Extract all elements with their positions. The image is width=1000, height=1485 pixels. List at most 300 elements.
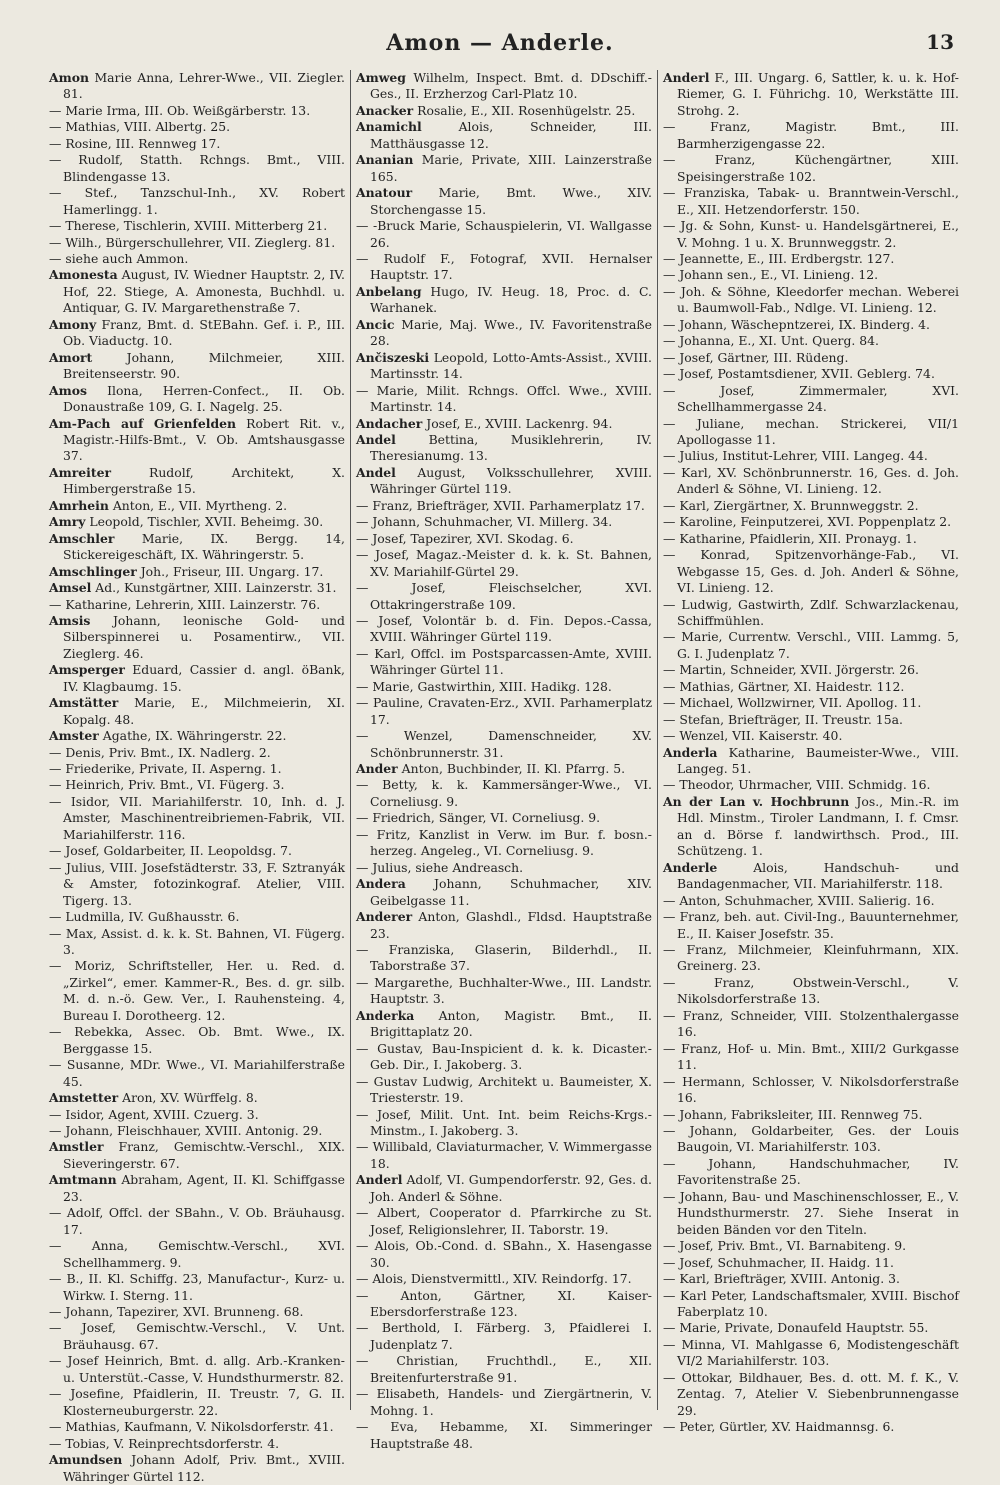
- directory-entry: [663, 1041, 959, 1074]
- entry-surname: Ancic: [356, 316, 395, 332]
- entry-text: — Christian, Fruchthdl., E., XII. Breitenfurterstraße 91.: [356, 1353, 652, 1385]
- directory-entry: [356, 1205, 652, 1238]
- entry-surname: Anderla: [663, 744, 718, 760]
- directory-entry: [49, 1320, 345, 1353]
- directory-entry: [663, 777, 959, 793]
- entry-text: Franz, Gemischtw.-Verschl., XIX. Sieveringerstr. 67.: [63, 1139, 345, 1171]
- directory-entry: [356, 1008, 652, 1041]
- entry-text: Rudolf, Architekt, X. Himbergerstraße 15.: [63, 464, 345, 497]
- entry-text: — Johann, Fleischhauer, XVIII. Antonig. 29.: [49, 1123, 323, 1138]
- directory-entry: [356, 531, 652, 547]
- entry-text: Ad., Kunstgärtner, XIII. Lainzerstr. 31.: [95, 580, 337, 596]
- directory-entry: [356, 876, 652, 909]
- entry-text: — Eva, Hebamme, XI. Simmeringer Hauptstraße 48.: [356, 1419, 652, 1451]
- entry-surname: Amstetter: [49, 1090, 119, 1106]
- directory-entry: [663, 366, 959, 382]
- directory-entry: [663, 893, 959, 909]
- directory-entry: [663, 465, 959, 498]
- directory-entry: [663, 975, 959, 1008]
- directory-entry: [49, 350, 345, 383]
- directory-entry: [663, 1123, 959, 1156]
- entry-text: — Anton, Gärtner, XI. Kaiser-Ebersdorferstraße 123.: [356, 1287, 652, 1319]
- entry-text: — Johann, Handschuhmacher, IV. Favoritenstraße 25.: [663, 1155, 959, 1188]
- directory-entry: [49, 1107, 345, 1123]
- entry-surname: Amort: [49, 349, 93, 365]
- directory-entry: [663, 629, 959, 662]
- directory-entry: [49, 958, 345, 1024]
- directory-entry: [356, 547, 652, 580]
- entry-text: Johann, Schuhmacher, XIV. Geibelgasse 11.: [370, 876, 652, 908]
- entry-surname: Amry: [49, 514, 86, 530]
- entry-surname: Amrhein: [49, 497, 109, 513]
- directory-entry: [663, 1271, 959, 1287]
- directory-entry: [49, 514, 345, 530]
- entry-text: — Adolf, Offcl. der SBahn., V. Ob. Bräuhausg. 17.: [49, 1205, 345, 1237]
- entry-text: Marie, IX. Bergg. 14, Stickereigeschäft, IX. Währingerstr. 5.: [63, 530, 345, 563]
- entry-text: Aron, XV. Würffelg. 8.: [122, 1090, 258, 1106]
- entry-text: — Susanne, MDr. Wwe., VI. Mariahilferstraße 45.: [49, 1057, 345, 1089]
- directory-entry: [356, 1238, 652, 1271]
- entry-text: — Franz, Hof- u. Min. Bmt., XIII/2 Gurkgasse 11.: [663, 1040, 959, 1073]
- entry-text: Anton, E., VII. Myrtheng. 2.: [112, 497, 288, 513]
- entry-text: August, IV. Wiedner Hauptstr. 2, IV. Hof, 22. Stiege, A. Amonesta, Buchhdl. u. Antiquar, G. IV. Margarethenstraße 7.: [63, 267, 345, 316]
- directory-entry: [663, 794, 959, 860]
- directory-entry: [49, 103, 345, 119]
- directory-entry: [663, 695, 959, 711]
- directory-entry: [356, 70, 652, 103]
- entry-text: — Josef, Magaz.-Meister d. k. k. St. Bahnen, XV. Mariahilf-Gürtel 29.: [356, 547, 652, 579]
- entry-text: — Karl, Briefträger, XVIII. Antonig. 3.: [663, 1271, 900, 1287]
- directory-entry: [49, 1353, 345, 1386]
- entry-surname: Amundsen: [49, 1452, 123, 1468]
- entry-text: Eduard, Cassier d. angl. öBank, IV. Klagbaumg. 15.: [63, 662, 345, 694]
- entry-text: — Karl, Offcl. im Postsparcassen-Amte, XVIII. Währinger Gürtel 11.: [356, 645, 652, 678]
- entry-text: August, Volksschullehrer, XVIII. Währinger Gürtel 119.: [370, 464, 652, 497]
- directory-entry: [356, 432, 652, 465]
- directory-entry: [49, 695, 345, 728]
- directory-entry: [49, 531, 345, 564]
- directory-entry: [356, 416, 652, 432]
- entry-surname: Andel: [356, 431, 396, 447]
- directory-entry: [356, 152, 652, 185]
- directory-entry: [663, 70, 959, 119]
- entry-text: — Marie, Milit. Rchngs. Offcl. Wwe., XVIII. Martinstr. 14.: [356, 382, 652, 415]
- directory-entry: [356, 942, 652, 975]
- directory-entry: [663, 152, 959, 185]
- directory-entry: [356, 695, 652, 728]
- entry-text: — Minna, VI. Mahlgasse 6, Modistengeschäft VI/2 Mariahilferstr. 103.: [663, 1336, 959, 1369]
- directory-entry: [49, 662, 345, 695]
- entry-surname: Amschlinger: [49, 563, 137, 579]
- entry-text: — Katharine, Pfaidlerin, XII. Pronayg. 1.: [663, 530, 917, 546]
- directory-entry: [49, 1057, 345, 1090]
- entry-text: — Wilh., Bürgerschullehrer, VII. Zieglerg. 81.: [49, 234, 336, 250]
- directory-entry: [663, 119, 959, 152]
- directory-entry: [49, 794, 345, 843]
- entry-text: — Jg. & Sohn, Kunst- u. Handelsgärtnerei, E., V. Mohng. 1 u. X. Brunnweggstr. 2.: [663, 218, 959, 250]
- directory-entry: [356, 1107, 652, 1140]
- directory-entry: [663, 728, 959, 744]
- directory-entry: [356, 103, 652, 119]
- entry-text: — Johann, Tapezirer, XVI. Brunneng. 68.: [49, 1303, 304, 1319]
- directory-entry: [49, 185, 345, 218]
- entry-text: — Josef, Gemischtw.-Verschl., V. Unt. Bräuhausg. 67.: [49, 1320, 345, 1352]
- entry-text: — Anton, Schuhmacher, XVIII. Salierig. 16.: [663, 892, 935, 908]
- entry-text: — Gustav, Bau-Inspicient d. k. k. Dicaster.-Geb. Dir., I. Jakoberg. 3.: [356, 1040, 652, 1073]
- directory-entry: [663, 267, 959, 283]
- page-header: [0, 30, 1000, 64]
- directory-entry: [356, 1320, 652, 1353]
- entry-surname: Amsperger: [49, 662, 125, 678]
- directory-entry: [663, 218, 959, 251]
- entry-surname: Anderl: [663, 70, 710, 85]
- entry-text: Rosalie, E., XII. Rosenhügelstr. 25.: [417, 102, 636, 118]
- entry-text: — Rudolf F., Fotograf, XVII. Hernalser Hauptstr. 17.: [356, 250, 652, 283]
- directory-entry: [663, 333, 959, 349]
- entry-text: — Albert, Cooperator d. Pfarrkirche zu St. Josef, Religionslehrer, II. Taborstr. 19.: [356, 1205, 652, 1237]
- directory-entry: [663, 1288, 959, 1321]
- entry-text: — Josef Heinrich, Bmt. d. allg. Arb.-Kranken- u. Unterstüt.-Casse, V. Hundsthurmerstr. 82.: [49, 1353, 345, 1385]
- entry-text: Alois, Schneider, III. Matthäusgasse 12.: [370, 119, 652, 151]
- directory-entry: [49, 860, 345, 909]
- directory-entry: [356, 498, 652, 514]
- directory-columns: [44, 70, 964, 1484]
- directory-entry: [49, 317, 345, 350]
- entry-text: — -Bruck Marie, Schauspielerin, VI. Wallgasse 26.: [356, 218, 652, 250]
- entry-text: — Juliane, mechan. Strickerei, VII/1 Apollogasse 11.: [663, 415, 959, 447]
- entry-text: — Alois, Dienstvermittl., XIV. Reindorfg. 17.: [356, 1271, 632, 1287]
- directory-entry: [663, 1370, 959, 1419]
- entry-text: — Karl, Ziergärtner, X. Brunnweggstr. 2.: [663, 497, 919, 513]
- entry-text: — Alois, Ob.-Cond. d. SBahn., X. Hasengasse 30.: [356, 1238, 652, 1270]
- entry-text: Johann Adolf, Priv. Bmt., XVIII. Währinger Gürtel 112.: [63, 1452, 345, 1484]
- entry-text: — Stef., Tanzschul-Inh., XV. Robert Hamerlingg. 1.: [49, 185, 345, 217]
- directory-entry: [663, 909, 959, 942]
- entry-text: — Josef, Fleischselcher, XVI. Ottakringerstraße 109.: [356, 580, 652, 612]
- entry-surname: Amstätter: [49, 695, 119, 711]
- directory-entry: [49, 119, 345, 135]
- entry-surname: Ananian: [356, 152, 414, 168]
- entry-surname: Andel: [356, 464, 396, 480]
- entry-text: — Marie, Gastwirthin, XIII. Hadikg. 128.: [356, 678, 612, 694]
- entry-text: — Josef, Priv. Bmt., VI. Barnabiteng. 9.: [663, 1238, 907, 1254]
- directory-entry: [49, 465, 345, 498]
- directory-entry: [49, 1172, 345, 1205]
- entry-text: Anton, Glashdl., Fldsd. Hauptstraße 23.: [370, 909, 652, 941]
- directory-entry: [663, 597, 959, 630]
- entry-text: — Moriz, Schriftsteller, Her. u. Red. d. „Zirkel“, emer. Kammer-R., Bes. d. gr. silb. M. d. n.-ö. Gew. Ver., I. Rauhensteing. 4, Bureau I. Dorotheerg. 12.: [49, 958, 345, 1023]
- directory-entry: [663, 679, 959, 695]
- entry-surname: Anderle: [663, 859, 718, 875]
- directory-entry: [663, 317, 959, 333]
- entry-text: — Franziska, Glaserin, Bilderhdl., II. Taborstraße 37.: [356, 942, 652, 974]
- entry-surname: Anatour: [356, 185, 413, 201]
- entry-surname: Amonesta: [49, 267, 118, 283]
- entry-text: — Ottokar, Bildhauer, Bes. d. ott. M. f. K., V. Zentag. 7, Atelier V. Siebenbrunnengasse 29.: [663, 1369, 959, 1418]
- directory-entry: [663, 1156, 959, 1189]
- entry-surname: Amreiter: [49, 464, 111, 480]
- directory-entry: [356, 1074, 652, 1107]
- entry-text: — Margarethe, Buchhalter-Wwe., III. Landstr. Hauptstr. 3.: [356, 974, 652, 1007]
- entry-text: — Heinrich, Priv. Bmt., VI. Fügerg. 3.: [49, 777, 285, 793]
- entry-text: Adolf, VI. Gumpendorferstr. 92, Ges. d. Joh. Anderl & Söhne.: [370, 1172, 652, 1204]
- directory-entry: [663, 1255, 959, 1271]
- entry-text: — Gustav Ludwig, Architekt u. Baumeister, X. Triesterstr. 19.: [356, 1073, 652, 1106]
- directory-entry: [49, 1123, 345, 1139]
- directory-entry: [49, 777, 345, 793]
- entry-text: — Josef, Goldarbeiter, II. Leopoldsg. 7.: [49, 843, 292, 859]
- directory-entry: [663, 1320, 959, 1336]
- directory-entry: [663, 942, 959, 975]
- entry-text: — Josef, Milit. Unt. Int. beim Reichs-Krgs.-Minstm., I. Jakoberg. 3.: [356, 1106, 652, 1138]
- entry-text: — Franziska, Tabak- u. Branntwein-Verschl., E., XII. Hetzendorferstr. 150.: [663, 185, 959, 217]
- directory-entry: [663, 712, 959, 728]
- directory-entry: [49, 1205, 345, 1238]
- entry-surname: Anamichl: [356, 119, 422, 135]
- entry-text: — Johann, Schuhmacher, VI. Millerg. 34.: [356, 514, 613, 530]
- directory-entry: [356, 646, 652, 679]
- directory-entry: [663, 860, 959, 893]
- directory-entry: [49, 235, 345, 251]
- entry-text: F., III. Ungarg. 6, Sattler, k. u. k. Hof-Riemer, G. I. Führichg. 10, Werkstätte III. Strohg. 2.: [677, 70, 959, 118]
- directory-column-2: [350, 70, 657, 1451]
- directory-entry: [663, 1337, 959, 1370]
- directory-entry: [663, 185, 959, 218]
- directory-entry: [356, 1386, 652, 1419]
- entry-surname: Anderer: [356, 909, 413, 925]
- entry-text: — Franz, Küchengärtner, XIII. Speisingerstraße 102.: [663, 152, 959, 184]
- entry-text: Josef, E., XVIII. Lackenrg. 94.: [426, 415, 613, 431]
- entry-text: — B., II. Kl. Schiffg. 23, Manufactur-, Kurz- u. Wirkw. I. Sterng. 11.: [49, 1271, 345, 1303]
- directory-entry: [356, 119, 652, 152]
- entry-text: — Tobias, V. Reinprechtsdorferstr. 4.: [49, 1435, 280, 1451]
- entry-text: — Josef, Gärtner, III. Rüdeng.: [663, 349, 849, 365]
- entry-text: Marie, Maj. Wwe., IV. Favoritenstraße 28.: [370, 316, 652, 349]
- entry-text: Jos., Min.-R. im Hdl. Minstm., Tiroler Landmann, I. f. Cmsr. an d. Börse f. landwirthsch. Prod., III. Schützeng. 1.: [677, 793, 959, 859]
- entry-surname: Anbelang: [356, 283, 422, 299]
- directory-entry: [663, 547, 959, 596]
- directory-entry: [49, 1139, 345, 1172]
- directory-entry: [49, 251, 345, 267]
- directory-entry: [356, 860, 652, 876]
- entry-text: — Stefan, Briefträger, II. Treustr. 15a.: [663, 711, 903, 727]
- directory-entry: [356, 909, 652, 942]
- entry-text: — Michael, Wollzwirner, VII. Apollog. 11.: [663, 695, 922, 711]
- entry-text: — Hermann, Schlosser, V. Nikolsdorferstraße 16.: [663, 1073, 959, 1106]
- entry-text: — Therese, Tischlerin, XVIII. Mitterberg 21.: [49, 218, 328, 234]
- directory-entry: [663, 448, 959, 464]
- directory-entry: [356, 1139, 652, 1172]
- entry-text: Anton, Magistr. Bmt., II. Brigittaplatz 20.: [370, 1007, 652, 1040]
- directory-column-1: [44, 70, 350, 1484]
- directory-entry: [49, 1452, 345, 1485]
- entry-surname: Amstler: [49, 1139, 104, 1155]
- directory-entry: [663, 1419, 959, 1435]
- entry-text: — Johanna, E., XI. Unt. Querg. 84.: [663, 333, 879, 349]
- entry-surname: Ander: [356, 761, 398, 777]
- entry-text: — Josef, Volontär b. d. Fin. Depos.-Cassa, XVIII. Währinger Gürtel 119.: [356, 612, 652, 645]
- entry-text: Ilona, Herren-Confect., II. Ob. Donaustraße 109, G. I. Nagelg. 25.: [63, 382, 345, 415]
- directory-entry: [663, 745, 959, 778]
- entry-text: Abraham, Agent, II. Kl. Schiffgasse 23.: [63, 1172, 345, 1204]
- entry-surname: Anderka: [356, 1007, 415, 1023]
- entry-text: — Wenzel, VII. Kaiserstr. 40.: [663, 728, 843, 744]
- directory-entry: [356, 1041, 652, 1074]
- entry-text: — Ludwig, Gastwirth, Zdlf. Schwarzlackenau, Schiffmühlen.: [663, 596, 959, 628]
- entry-text: — Friederike, Private, II. Asperng. 1.: [49, 761, 282, 777]
- directory-entry: [49, 1436, 345, 1452]
- directory-entry: [663, 350, 959, 366]
- directory-entry: [49, 383, 345, 416]
- entry-text: — Wenzel, Damenschneider, XV. Schönbrunnerstr. 31.: [356, 728, 652, 760]
- directory-entry: [356, 383, 652, 416]
- directory-entry: [663, 284, 959, 317]
- directory-entry: [356, 350, 652, 383]
- entry-surname: Ančiszeski: [356, 349, 430, 365]
- directory-entry: [49, 613, 345, 662]
- directory-entry: [356, 1271, 652, 1287]
- directory-entry: [356, 613, 652, 646]
- entry-text: — Isidor, VII. Mariahilferstr. 10, Inh. d. J. Amster, Maschinentreibriemen-Fabrik, VII. Mariahilferstr. 116.: [49, 793, 345, 842]
- page-title: Amon — Anderle.: [386, 30, 614, 56]
- entry-text: — Josefine, Pfaidlerin, II. Treustr. 7, G. II. Klosterneuburgerstr. 22.: [49, 1386, 345, 1418]
- directory-entry: [49, 1024, 345, 1057]
- directory-entry: [356, 1419, 652, 1452]
- directory-entry: [356, 810, 652, 826]
- directory-entry: [663, 383, 959, 416]
- entry-text: — Josef, Postamtsdiener, XVII. Geblerg. 74.: [663, 366, 935, 382]
- entry-text: Wilhelm, Inspect. Bmt. d. DDschiff.-Ges., II. Erzherzog Carl-Platz 10.: [370, 70, 652, 102]
- entry-surname: Andacher: [356, 415, 423, 431]
- directory-entry: [356, 580, 652, 613]
- entry-text: — Friedrich, Sänger, VI. Corneliusg. 9.: [356, 810, 601, 826]
- entry-text: — Betty, k. k. Kammersänger-Wwe., VI. Corneliusg. 9.: [356, 777, 652, 809]
- directory-entry: [49, 152, 345, 185]
- entry-text: — Martin, Schneider, XVII. Jörgerstr. 26.: [663, 662, 919, 678]
- directory-entry: [49, 1386, 345, 1419]
- page-number: 13: [926, 30, 954, 54]
- entry-text: — Denis, Priv. Bmt., IX. Nadlerg. 2.: [49, 744, 271, 760]
- entry-surname: Amos: [49, 382, 87, 398]
- directory-entry: [49, 1419, 345, 1435]
- directory-entry: [356, 514, 652, 530]
- directory-entry: [356, 465, 652, 498]
- entry-text: Agathe, IX. Währingerstr. 22.: [102, 728, 287, 744]
- entry-surname: Amsis: [49, 612, 91, 628]
- directory-entry: [663, 251, 959, 267]
- entry-text: — Franz, beh. aut. Civil-Ing., Bauunternehmer, E., II. Kaiser Josefstr. 35.: [663, 909, 959, 941]
- entry-text: — Marie Irma, III. Ob. Weißgärberstr. 13.: [49, 102, 311, 118]
- entry-text: Robert Rit. v., Magistr.-Hilfs-Bmt., V. Ob. Amtshausgasse 37.: [63, 415, 345, 464]
- directory-entry: [49, 1271, 345, 1304]
- directory-entry: [49, 728, 345, 744]
- entry-text: Marie, Private, XIII. Lainzerstraße 165.: [370, 152, 652, 184]
- entry-text: — Julius, VIII. Josefstädterstr. 33, F. Sztranyák & Amster, fotozinkograf. Atelier, VIII. Tigerg. 13.: [49, 859, 345, 908]
- entry-text: Katharine, Baumeister-Wwe., VIII. Langeg. 51.: [677, 744, 959, 777]
- directory-entry: [356, 777, 652, 810]
- entry-text: — Johann, Fabriksleiter, III. Rennweg 75.: [663, 1106, 923, 1122]
- directory-entry: [356, 1353, 652, 1386]
- entry-text: — Max, Assist. d. k. k. St. Bahnen, VI. Fügerg. 3.: [49, 925, 345, 958]
- entry-text: — Mathias, VIII. Albertg. 25.: [49, 119, 231, 135]
- entry-text: — Mathias, Gärtner, XI. Haidestr. 112.: [663, 678, 905, 694]
- entry-text: — Marie, Currentw. Verschl., VIII. Lammg. 5, G. I. Judenplatz 7.: [663, 629, 959, 661]
- entry-text: — Johann sen., E., VI. Linieng. 12.: [663, 267, 879, 283]
- entry-text: — Karl Peter, Landschaftsmaler, XVIII. Bischof Faberplatz 10.: [663, 1287, 959, 1319]
- directory-entry: [49, 597, 345, 613]
- directory-entry: [49, 580, 345, 596]
- entry-text: — Julius, Institut-Lehrer, VIII. Langeg. 44.: [663, 448, 928, 464]
- directory-entry: [49, 909, 345, 925]
- entry-surname: Amtmann: [49, 1172, 117, 1188]
- directory-entry: [49, 843, 345, 859]
- entry-text: — Marie, Private, Donaufeld Hauptstr. 55.: [663, 1320, 929, 1336]
- entry-text: — Katharine, Lehrerin, XIII. Lainzerstr. 76.: [49, 596, 321, 612]
- entry-text: — siehe auch Ammon.: [49, 250, 189, 266]
- entry-text: — Karoline, Feinputzerei, XVI. Poppenplatz 2.: [663, 514, 952, 530]
- entry-surname: Amweg: [356, 70, 406, 85]
- directory-entry: [49, 267, 345, 316]
- directory-entry: [49, 70, 345, 103]
- entry-text: — Josef, Tapezirer, XVI. Skodag. 6.: [356, 530, 574, 546]
- entry-text: — Johann, Wäschepntzerei, IX. Binderg. 4.: [663, 316, 930, 332]
- entry-text: Hugo, IV. Heug. 18, Proc. d. C. Warhanek.: [370, 283, 652, 316]
- entry-surname: Amschler: [49, 530, 115, 546]
- entry-text: Joh., Friseur, III. Ungarg. 17.: [140, 563, 324, 579]
- directory-entry: [49, 416, 345, 465]
- entry-text: — Johann, Bau- und Maschinenschlosser, E., V. Hundsthurmerstr. 27. Siehe Inserat in beiden Bänden vor den Titeln.: [663, 1188, 959, 1237]
- entry-text: — Johann, Goldarbeiter, Ges. der Louis Baugoin, VI. Mariahilferstr. 103.: [663, 1123, 959, 1155]
- entry-text: — Peter, Gürtler, XV. Haidmannsg. 6.: [663, 1419, 895, 1435]
- directory-entry: [356, 218, 652, 251]
- directory-entry: [356, 975, 652, 1008]
- entry-text: Marie Anna, Lehrer-Wwe., VII. Ziegler. 81.: [63, 70, 345, 102]
- directory-entry: [49, 745, 345, 761]
- directory-entry: [663, 662, 959, 678]
- entry-text: Franz, Bmt. d. StEBahn. Gef. i. P., III. Ob. Viaductg. 10.: [63, 316, 345, 349]
- entry-text: Johann, Milchmeier, XIII. Breitenseerstr. 90.: [63, 349, 345, 382]
- entry-text: — Joh. & Söhne, Kleedorfer mechan. Weberei u. Baumwoll-Fab., Ndlge. VI. Linieng. 12.: [663, 283, 959, 316]
- entry-text: — Mathias, Kaufmann, V. Nikolsdorferstr. 41.: [49, 1419, 334, 1435]
- entry-text: — Franz, Milchmeier, Kleinfuhrmann, XIX. Greinerg. 23.: [663, 942, 959, 974]
- directory-entry: [663, 1189, 959, 1238]
- entry-text: — Elisabeth, Handels- und Ziergärtnerin, V. Mohng. 1.: [356, 1386, 652, 1418]
- entry-surname: Amony: [49, 316, 97, 332]
- directory-entry: [663, 1074, 959, 1107]
- entry-surname: Amsel: [49, 580, 92, 596]
- directory-entry: [356, 827, 652, 860]
- directory-column-3: [657, 70, 964, 1435]
- directory-entry: [49, 761, 345, 777]
- entry-surname: Amster: [49, 728, 99, 744]
- entry-text: Bettina, Musiklehrerin, IV. Theresianumg. 13.: [370, 431, 652, 464]
- entry-surname: Anacker: [356, 102, 414, 118]
- entry-text: Leopold, Lotto-Amts-Assist., XVIII. Martinsstr. 14.: [370, 349, 652, 382]
- entry-text: — Isidor, Agent, XVIII. Czuerg. 3.: [49, 1106, 259, 1122]
- directory-entry: [663, 531, 959, 547]
- directory-entry: [663, 514, 959, 530]
- directory-entry: [356, 1288, 652, 1321]
- directory-entry: [49, 218, 345, 234]
- directory-entry: [663, 498, 959, 514]
- entry-text: — Karl, XV. Schönbrunnerstr. 16, Ges. d. Joh. Anderl & Söhne, VI. Linieng. 12.: [663, 464, 959, 497]
- directory-entry: [663, 1008, 959, 1041]
- entry-surname: Andera: [356, 876, 406, 892]
- directory-entry: [49, 1304, 345, 1320]
- directory-entry: [356, 251, 652, 284]
- entry-text: — Jeannette, E., III. Erdbergstr. 127.: [663, 250, 895, 266]
- directory-entry: [663, 1238, 959, 1254]
